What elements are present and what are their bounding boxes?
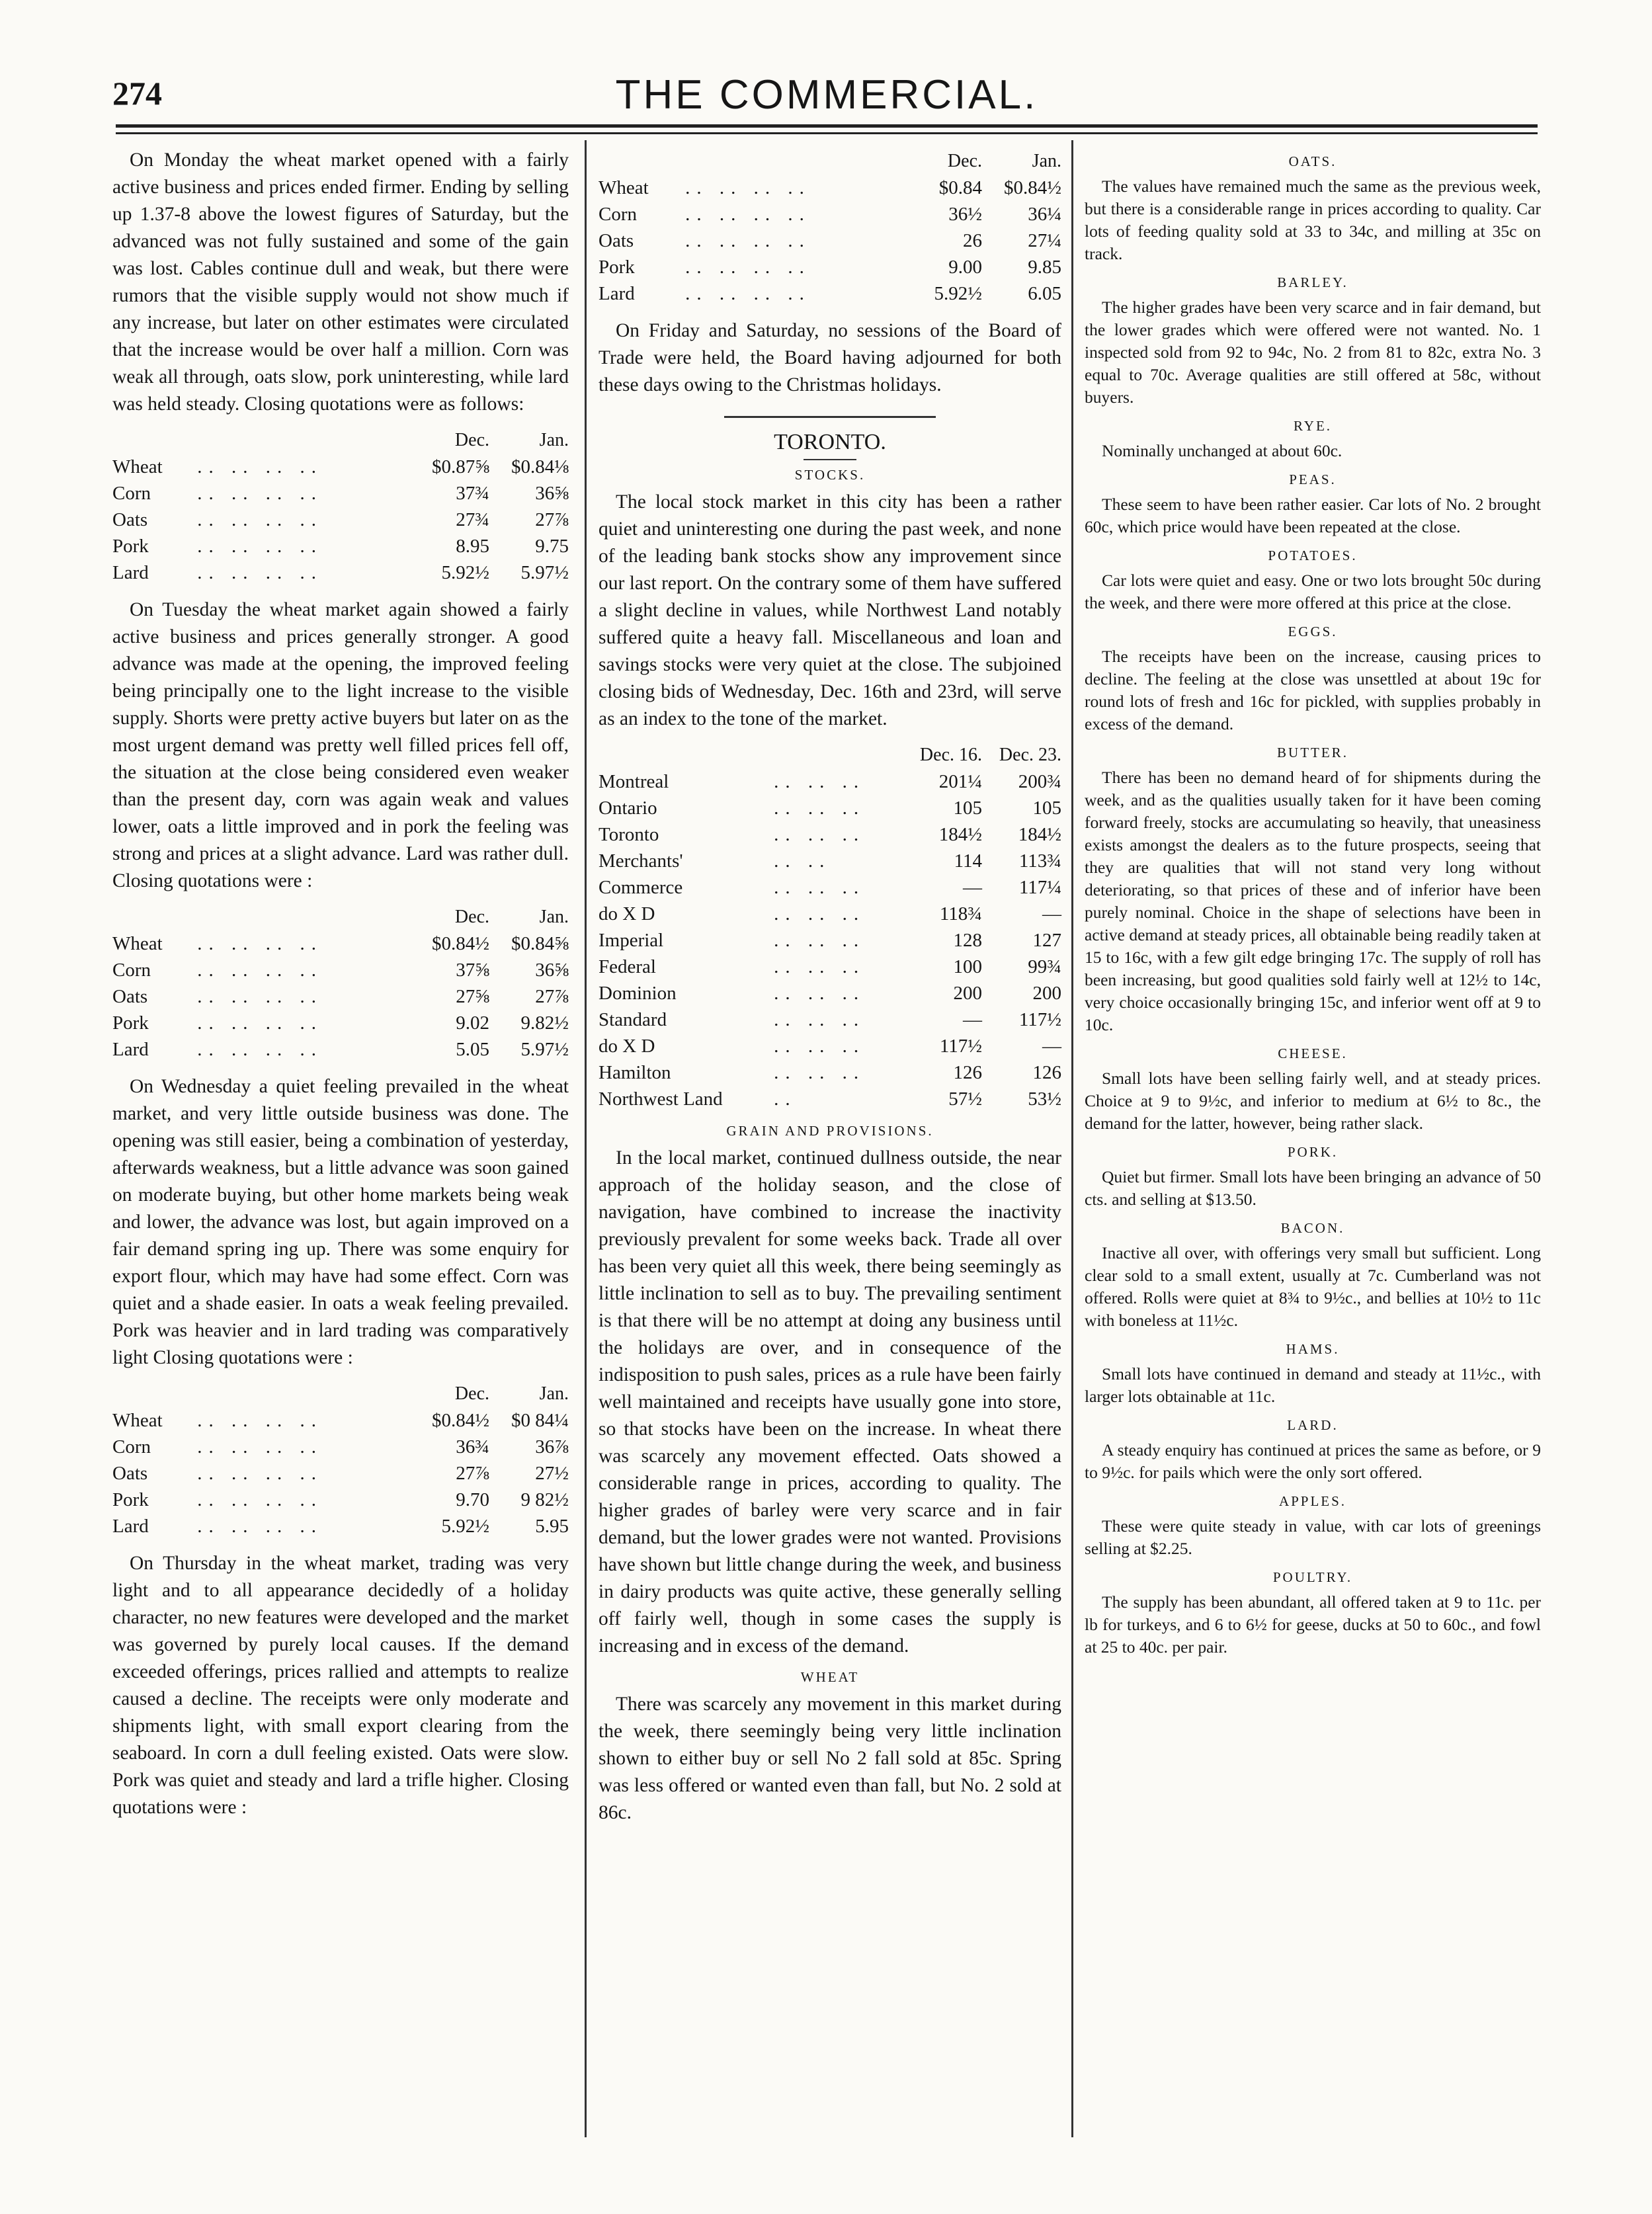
page-header [112,66,1541,119]
column-divider [1071,140,1073,2137]
paragraph-barley: The higher grades have been very scarce and in fair demand, but the lower grades which were offered were not wanted. No. 1 inspected sold from 92 to 94c, No. 2 from 81 to 82c, extra No. 3 equal to 70c. Average qualities are still offered at 58c, without buyers. [1085,298,1541,407]
table-row: Corn .. .. .. .. 37⅝ 36⅝ [112,960,569,981]
subheading-pork: PORK. [1287,1144,1339,1160]
paragraph-wheat: There was scarcely any movement in this market during the week, there seemingly being very little inclination shown to either buy or sell No 2 fall sold at 85c. Spring was less offered or wanted even than fall, but No. 2 sold at 86c. [599,1694,1061,1823]
subheading-barley: BARLEY. [1277,274,1348,290]
subheading-oats: OATS. [1288,153,1337,169]
column-header: Jan. [539,907,569,927]
table-row: Toronto .. .. .. 184½ 184½ [599,824,1061,845]
subheading-stocks: STOCKS. [794,467,866,483]
subheading-peas: PEAS. [1289,472,1337,487]
paragraph-potatoes: Car lots were quiet and easy. One or two lots brought 50c during the week, and there were more offered at this price at the close. [1085,571,1541,612]
table-row: Commerce .. .. .. — 117¼ [599,877,1061,898]
paragraph-rye: Nominally unchanged at about 60c. [1102,441,1342,460]
section-rule [724,416,936,418]
section-heading-toronto: TORONTO. [774,430,886,454]
paragraph-eggs: The receipts have been on the increase, causing prices to decline. The feeling at the close was unsettled at about 19c for round lots of fresh and 16c for pickled, with supplies probably in excess of the demand. [1085,647,1541,733]
paragraph-bacon: Inactive all over, with offerings very small but sufficient. Long clear sold to a small extent, usually at 7c. Cumberland was not offered. Rolls were quiet at 8¾ to 9½c., and bellies at 10½ to 11c with boneless at 11½c. [1085,1243,1541,1330]
subheading-bacon: BACON. [1280,1220,1345,1236]
column-header: Jan. [539,1383,569,1404]
table-row: Northwest Land .. 57½ 53½ [599,1088,1061,1110]
header-rule [116,124,1538,128]
subheading-wheat: WHEAT [800,1669,860,1685]
table-row: Pork .. .. .. .. 8.95 9.75 [112,536,569,557]
subheading-apples: APPLES. [1278,1493,1347,1509]
column-header: Dec. 16. [919,745,982,765]
header-rule-thin [116,132,1538,134]
column-header: Dec. [454,1383,489,1404]
table-row: Dominion .. .. .. 200 200 [599,983,1061,1004]
column-header: Dec. 23. [999,745,1061,765]
subheading-cheese: CHEESE. [1278,1046,1348,1061]
table-row: Oats .. .. .. .. 27¾ 27⅞ [112,509,569,530]
page-title: THE COMMERCIAL. [615,72,1038,118]
table-row: do X D .. .. .. 117½ — [599,1036,1061,1057]
stocks-table [599,742,1061,1112]
table-row: do X D .. .. .. 118¾ — [599,903,1061,924]
table-row: Oats .. .. .. .. 27⅞ 27½ [112,1463,569,1484]
paragraph-poultry: The supply has been abundant, all offered taken at 9 to 11c. per lb for turkeys, and 6 to 6½ for geese, ducks at 50 to 60c., and fowl at 25 to 40c. per pair. [1085,1592,1541,1657]
subheading-rye: RYE. [1293,418,1333,434]
paragraph-peas: These seem to have been rather easier. Car lots of No. 2 brought 60c, which price would have been repeated at the close. [1085,495,1541,536]
subheading-potatoes: POTATOES. [1268,548,1358,563]
table-row: Federal .. .. .. 100 99¾ [599,956,1061,977]
page-number: 274 [112,75,162,112]
column-markets [1085,147,1541,1668]
table-row: Montreal .. .. .. 201¼ 200¾ [599,771,1061,792]
table-row: Pork .. .. .. .. 9.70 9 82½ [112,1489,569,1510]
paragraph-grain: In the local market, continued dullness outside, the near approach of the holiday season, and the close of navigation, have combined to increase the inactivity previously prevalent for some weeks back. Trade all over has been very quiet all this week, there being seemingly as little inclination to sell as to buy. The prevailing sentiment is that there will be no attempt at doing any business until the holidays are over, and in consequence of the indisposition to push sales, prices as a rule have been fairly well maintained and receipts have usually gone into store, so that stocks have been on the increase. In wheat there was scarcely any movement effected. Oats showed a considerable range in prices, according to quality. The higher grades of barley were very scarce and in fair demand, but the lower grades were not wanted. Provisions have shown but little change during the week, and business in dairy products was quite active, these generally selling off fairly well, though in some cases the supply is increasing and in excess of the demand. [599,1147,1061,1657]
paragraph-oats: The values have remained much the same as the previous week, but there is a considerable range in prices according to quality. Car lots of feeding quality sold at 33 to 34c, and milling at 35c on track. [1085,177,1541,263]
table-row: Pork .. .. .. .. 9.00 9.85 [599,257,1061,278]
column-chicago [112,147,569,1830]
table-row: Lard .. .. .. .. 5.92½ 5.95 [112,1516,569,1537]
table-row: Wheat .. .. .. .. $0.84½ $0 84¼ [112,1410,569,1431]
table-row: Imperial .. .. .. 128 127 [599,930,1061,951]
paragraph-monday: On Monday the wheat market opened with a fairly active business and prices ended firmer. Ending by selling up 1.37-8 above the lowest figures of Saturday, but the advanced was not fully sustained and some of the gain was lost. Cables continue dull and weak, but there were rumors that the visible supply would not show much if any increase, but later on other estimates were circulated that the increase would be over half a million. Corn was weak all through, oats slow, pork uninteresting, while lard was held steady. Closing quotations were as follows: [112,149,569,415]
table-row: Lard .. .. .. .. 5.92½ 5.97½ [112,562,569,583]
quotations-table-monday [112,427,569,586]
subheading-eggs: EGGS. [1288,624,1338,639]
column-divider [585,140,587,2137]
table-row: Pork .. .. .. .. 9.02 9.82½ [112,1012,569,1034]
table-row: Hamilton .. .. .. 126 126 [599,1062,1061,1083]
column-header: Dec. [947,151,982,171]
paragraph-wednesday: On Wednesday a quiet feeling prevailed in the wheat market, and very little outside business was done. The opening was still easier, being a combination of yesterday, afterwards weakness, but a little advance was soon gained on moderate buying, but other home markets being weak and lower, the advance was lost, but again improved on a fair demand spring ing up. There was some enquiry for export flour, which may have had some effect. Corn was quiet and a shade easier. In oats a weak feeling prevailed. Pork was heavier and in lard trading was comparatively light Closing quotations were : [112,1076,569,1368]
column-header: Dec. [454,907,489,927]
table-row: Corn .. .. .. .. 37¾ 36⅝ [112,483,569,504]
table-row: Lard .. .. .. .. 5.92½ 6.05 [599,283,1061,304]
column-header: Dec. [454,430,489,450]
table-row: Lard .. .. .. .. 5.05 5.97½ [112,1039,569,1060]
paragraph-lard: A steady enquiry has continued at prices the same as before, or 9 to 9½c. for pails which were the only sort offered. [1085,1440,1541,1482]
table-row: Corn .. .. .. .. 36½ 36¼ [599,204,1061,225]
table-row: Oats .. .. .. .. 26 27¼ [599,230,1061,251]
table-row: Wheat .. .. .. .. $0.84 $0.84½ [599,177,1061,198]
subheading-lard: LARD. [1287,1417,1339,1433]
column-header: Jan. [1032,151,1061,171]
paragraph-thursday: On Thursday in the wheat market, trading was very light and to all appearance decidedly of a holiday character, no new features were developed and the market was governed by purely local causes. If the demand exceeded offerings, prices rallied and attempts to realize caused a decline. The receipts were only moderate and shipments light, with small export clearing from the seaboard. In corn a dull feeling existed. Oats were slow. Pork was quiet and steady and lard a trifle higher. Closing quotations were : [112,1553,569,1818]
paragraph-butter: There has been no demand heard of for shipments during the week, and as the qualities usually taken for it have been coming forward freely, stocks are accumulating so heavily, that uneasiness exists amongst the dealers as to the future prospects, seeing that they are qualities that will not stand very long without deteriorating, so that prices of these and of inferior have been purely nominal. Choice in the shape of selections have been in active demand at steady prices, all obtainable being readily taken at 15 to 16c, with a few gilt edge bringing 17c. The supply of roll has been increasing, but good qualities sold fairly well at 12½ to 14c, very choice occasionally bringing 15c, and inferior went off at 9 to 10c. [1085,768,1541,1034]
table-row: Corn .. .. .. .. 36¾ 36⅞ [112,1436,569,1457]
paragraph-stocks: The local stock market in this city has been a rather quiet and uninteresting one during the past week, and none of the leading bank stocks show any improvement since our last report. On the contrary some of them have suffered a slight decline in values, while Northwest Land notably suffered quite a heavy fall. Miscellaneous and loan and savings stocks were very quiet at the close. The subjoined closing bids of Wednesday, Dec. 16th and 23rd, will serve as an index to the tone of the market. [599,491,1061,729]
paragraph-friday: On Friday and Saturday, no sessions of the Board of Trade were held, the Board having adjourned for both these days owing to the Christmas holidays. [599,320,1061,395]
subheading-grain-provisions: GRAIN AND PROVISIONS. [726,1123,934,1139]
paragraph-pork: Quiet but firmer. Small lots have been bringing an advance of 50 cts. and selling at $13.50. [1085,1167,1541,1209]
paragraph-hams: Small lots have continued in demand and steady at 11½c., with larger lots obtainable at 11c. [1085,1364,1541,1406]
quotations-table-thursday [599,148,1061,307]
table-row: Oats .. .. .. .. 27⅝ 27⅞ [112,986,569,1007]
column-toronto [599,147,1061,1836]
column-header: Jan. [539,430,569,450]
subheading-butter: BUTTER. [1277,745,1348,760]
paragraph-cheese: Small lots have been selling fairly well, and at steady prices. Choice at 9 to 9½c, and inferior to medium at 6½ to 8c., the demand for the latter, however, being rather slack. [1085,1069,1541,1133]
table-row: Standard .. .. .. — 117½ [599,1009,1061,1030]
table-row: Wheat .. .. .. .. $0.87⅝ $0.84⅛ [112,456,569,477]
quotations-table-wednesday [112,1381,569,1539]
subheading-poultry: POULTRY. [1272,1569,1353,1585]
subheading-hams: HAMS. [1286,1341,1340,1357]
heading-rule [804,459,856,460]
quotations-table-tuesday [112,904,569,1063]
table-row: Wheat .. .. .. .. $0.84½ $0.84⅝ [112,933,569,954]
table-row: Merchants' .. .. 114 113¾ [599,850,1061,872]
paragraph-apples: These were quite steady in value, with car lots of greenings selling at $2.25. [1085,1516,1541,1558]
table-row: Ontario .. .. .. 105 105 [599,798,1061,819]
paragraph-tuesday: On Tuesday the wheat market again showed a fairly active business and prices generally stronger. A good advance was made at the opening, the improved feeling being principally one to the light increase to the visible supply. Shorts were pretty active buyers but later on as the most urgent demand was pretty well filled prices fell off, the situation at the close being considered even weaker than the present day, corn was again weak and values lower, oats a little improved and in pork the feeling was strong and prices at a slight advance. Lard was rather dull. Closing quotations were : [112,599,569,891]
